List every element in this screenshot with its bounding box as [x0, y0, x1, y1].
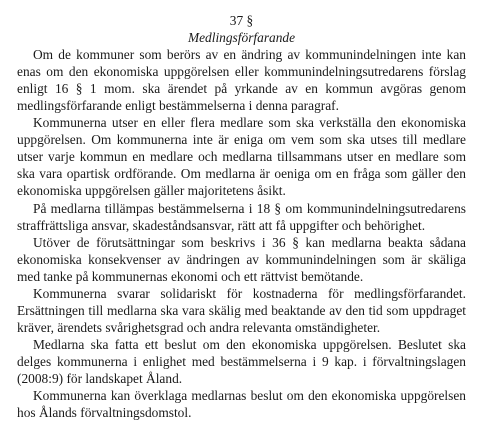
paragraph-1: Om de kommuner som berörs av en ändring av kommunindelningen inte kan enas om den ekonomiska uppgörelsen eller kommunindelningsutredarens förslag enligt 16 § 1 mom. ska ärendet på yrkande av en kommun avgöras genom medlingsförfarande enligt bestämmelserna i denna paragraf.	[17, 47, 466, 114]
paragraph-4: Utöver de förutsättningar som beskrivs i 36 § kan medlarna beakta sådana ekonomiska konsekvenser av ändringen av kommunindelningen som är skäliga med tanke på kommunernas ekonomi och ett rättvist bemötande.	[17, 234, 466, 284]
paragraph-7: Kommunerna kan överklaga medlarnas beslut om den ekonomiska uppgörelsen hos Ålands förvaltningsdomstol.	[17, 388, 466, 421]
paragraph-2: Kommunerna utser en eller flera medlare som ska verkställa den ekonomiska uppgörelsen. Om kommunerna inte är eniga om vem som ska utses till medlare utser varje kommun en medlare och medlarna tillsammans utser en medlare som ska vara opartisk ordförande. Om medlarna är oeniga om en fråga som gäller den ekonomiska uppgörelsen gäller majoritetens åsikt.	[17, 115, 466, 199]
section-number: 37 §	[229, 13, 254, 28]
paragraph-6: Medlarna ska fatta ett beslut om den ekonomiska uppgörelsen. Beslutet ska delges kommunerna i enlighet med bestämmelserna i 9 kap. i förvaltningslagen (2008:9) för landskapet Åland.	[17, 336, 466, 386]
section-title: Medlingsförfarande	[187, 30, 296, 46]
paragraph-3: På medlarna tillämpas bestämmelserna i 18 § om kommunindelningsutredarens straffrättsliga ansvar, skadeståndsansvar, rätt att få uppgifter och behörighet.	[17, 200, 466, 233]
paragraph-5: Kommunerna svarar solidariskt för kostnaderna för medlingsförfarandet. Ersättningen till medlarna ska vara skälig med beaktande av den tid som uppdraget kräver, ärendets svårighetsgrad och andra relevanta omständigheter.	[17, 285, 466, 335]
